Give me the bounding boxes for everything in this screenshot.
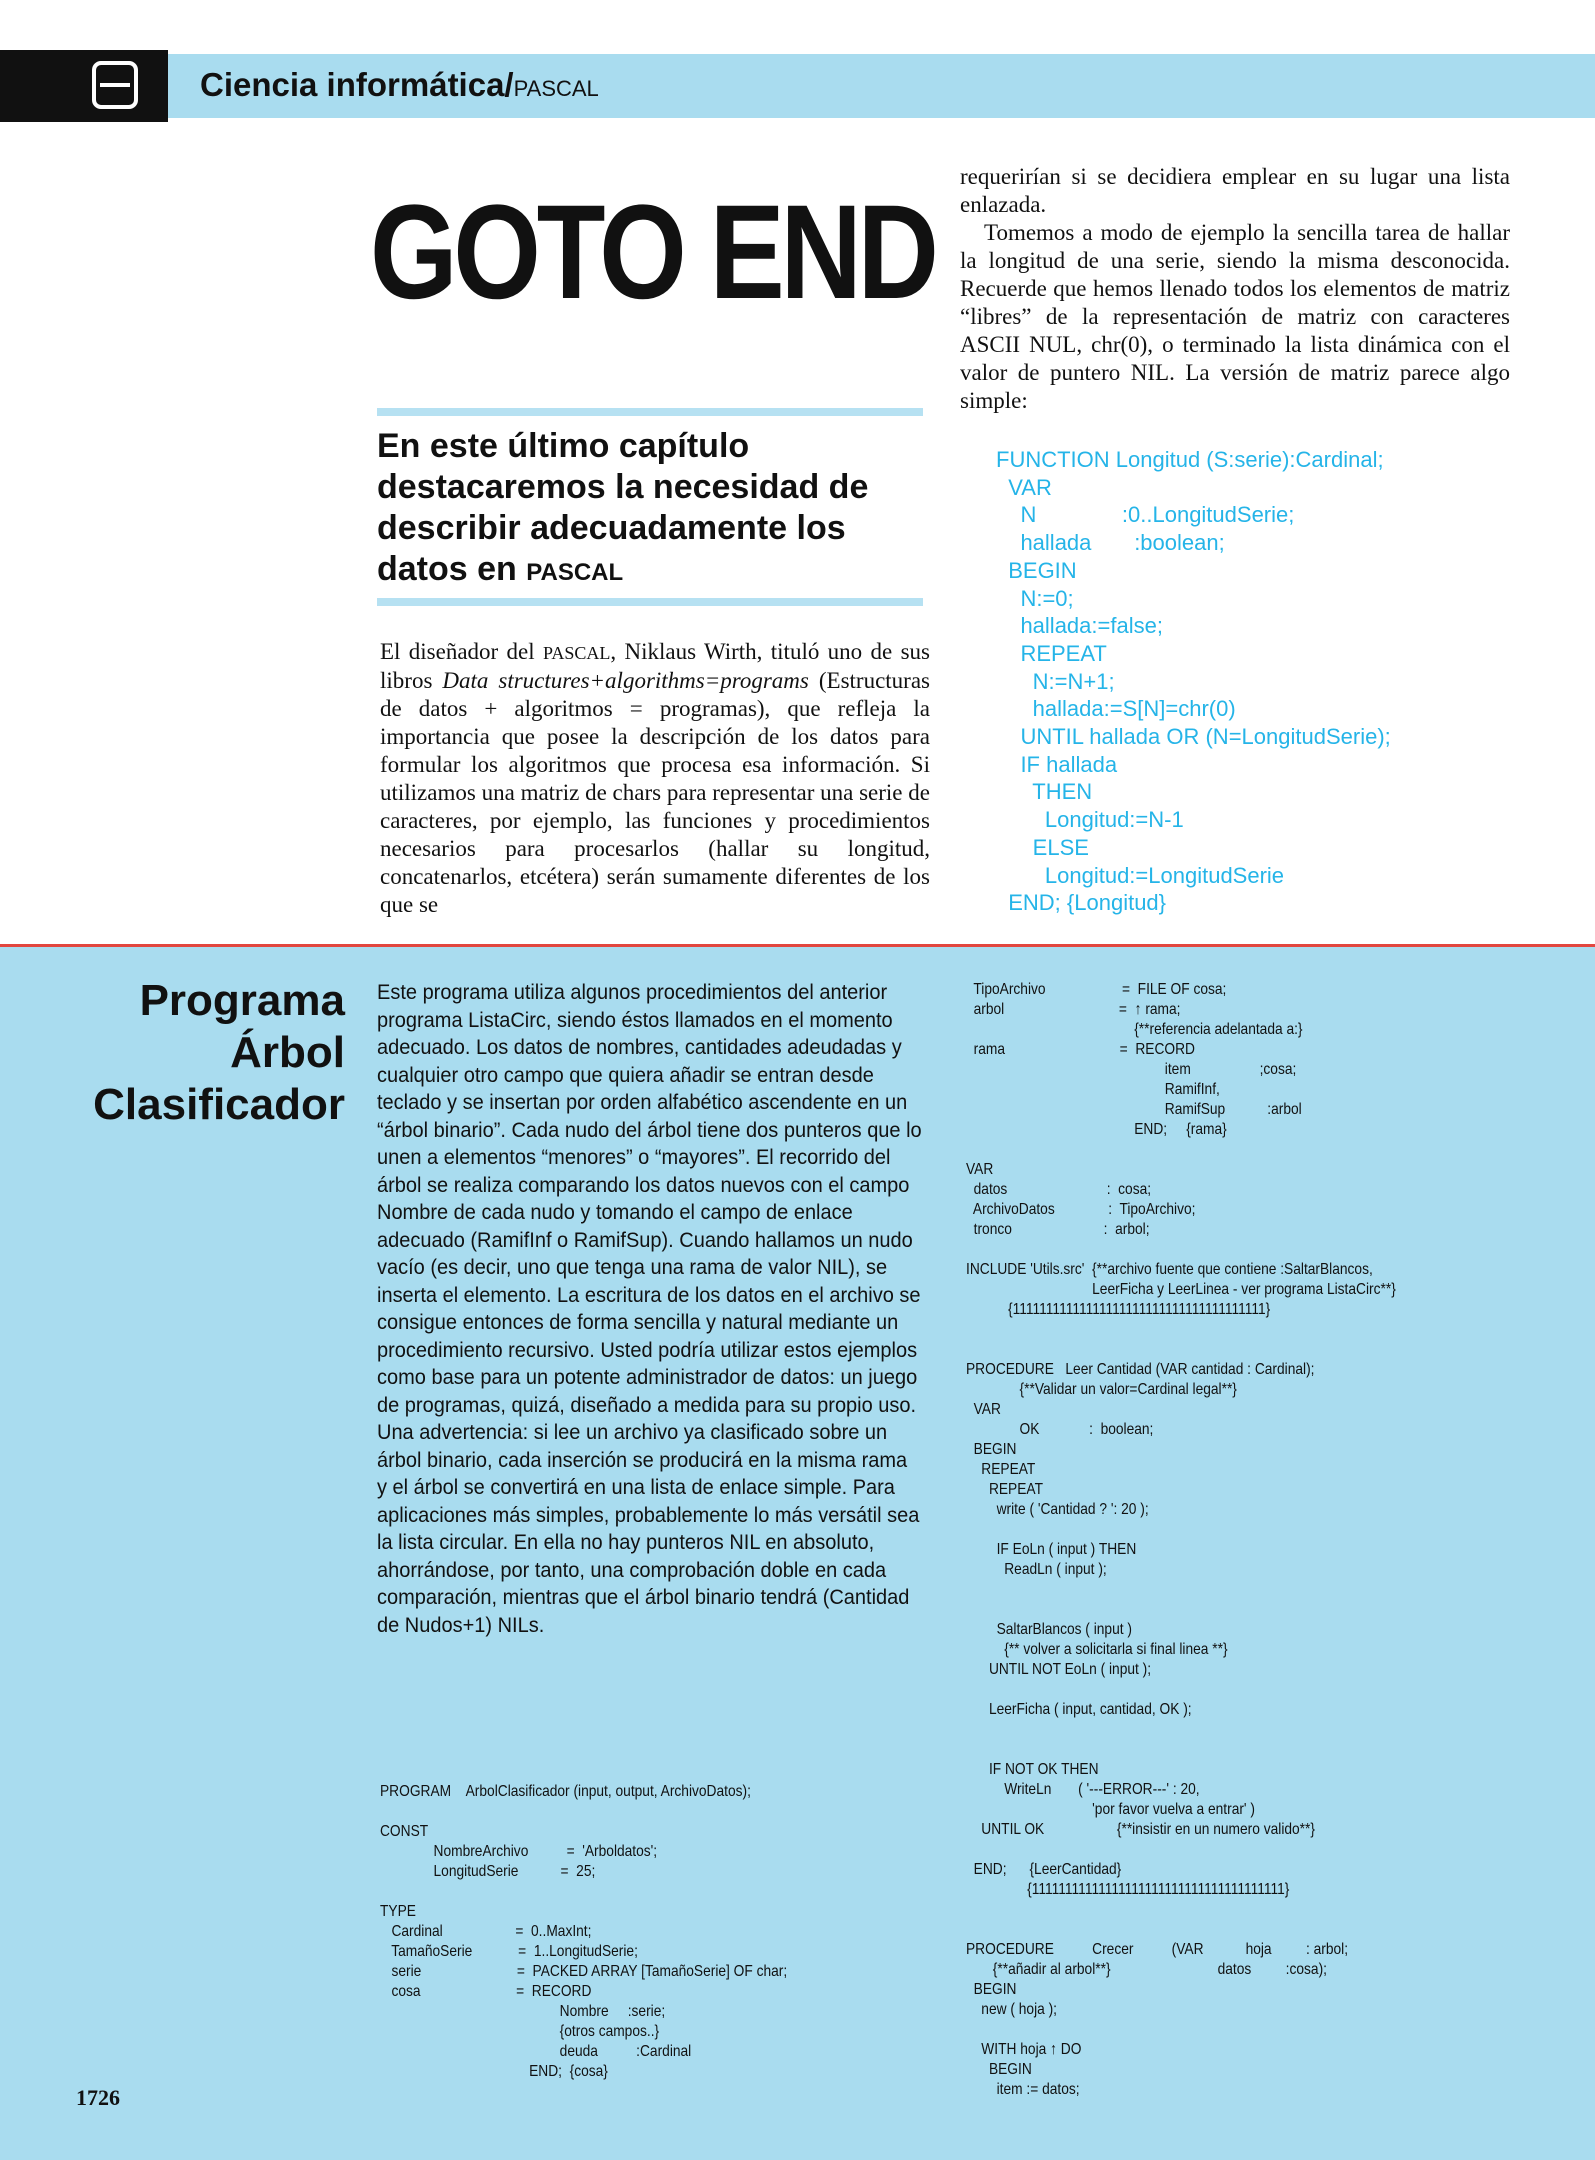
- intro-pascal: PASCAL: [543, 643, 611, 663]
- section-logo: [0, 50, 168, 122]
- top-rule: [377, 408, 923, 416]
- sidebar-title: [40, 975, 345, 1131]
- intro-text-1: El diseñador del: [380, 639, 543, 664]
- sidebar-title-line-1: Programa: [139, 976, 345, 1025]
- page-number: 1726: [76, 2085, 120, 2110]
- right-paragraph-2: Tomemos a modo de ejemplo la sencilla tarea de hallar la longitud de una serie, siendo la misma desconocida. Recuerde que hemos llenado todos los elementos de matriz “libres” de la representación de matriz con caracteres ASCII NUL, chr(0), o terminado la lista dinámica con el valor de puntero NIL. La versión de matriz parece algo simple:: [960, 220, 1510, 413]
- section-title: [200, 66, 599, 104]
- section-name: Ciencia informática/: [200, 66, 514, 103]
- code-program-header: PROGRAM ArbolClasificador (input, output, ArchivoDatos); CONST NombreArchivo = 'Arboldatos'; LongitudSerie = 25; TYPE Cardinal = 0..MaxInt; TamañoSerie = 1..LongitudSerie; serie = PACKED ARRAY [TamañoSerie] OF char; cosa = RECORD Nombre :serie; {otros campos..} deuda :Cardinal END; {cosa}: [380, 1783, 788, 2080]
- intro-text-2: , Niklaus Wirth, tituló uno de sus libros: [380, 639, 930, 693]
- subheading-pascal: PASCAL: [526, 559, 624, 586]
- sidebar-title-line-2: Árbol: [230, 1028, 345, 1077]
- right-paragraph-1: requerirían si se decidiera emplear en su lugar una lista enlazada.: [960, 164, 1510, 217]
- bottom-rule: [377, 598, 923, 606]
- article-title: GOTO END: [370, 178, 935, 327]
- section-subname: PASCAL: [513, 76, 599, 101]
- intro-paragraph: [380, 638, 930, 922]
- intro-text-3: (Estructuras de datos + algoritmos = programas), que refleja la importancia que posee la descripción de los datos para formular los algoritmos que procesa esa información. Si utilizamos una matriz de chars para representar una serie de caracteres, por ejemplo, las funciones y procedimientos necesarios para procesarlos (hallar su longitud, concatenarlos, etcétera) serán sumamente diferentes de los que se: [380, 668, 930, 917]
- code-longitud: FUNCTION Longitud (S:serie):Cardinal; VAR N :0..LongitudSerie; hallada :boolean; BEGIN N:=0; hallada:=false; REPEAT N:=N+1; hallada:=S[N]=chr(0) UNTIL hallada OR (N=LongitudSerie); IF hallada THEN Longitud:=N-1 ELSE Longitud:=LongitudSerie END; {Longitud}: [996, 447, 1391, 916]
- computer-module-icon: [92, 61, 138, 109]
- book-title: Data structures+algorithms=programs: [442, 668, 809, 693]
- code-program-continued: TipoArchivo = FILE OF cosa; arbol = ↑ rama; {**referencia adelantada a:} rama = RECORD item ;cosa; RamifInf, RamifSup :arbol END; {rama} VAR datos : cosa; ArchivoDatos : TipoArchivo; tronco : arbol; INCLUDE 'Utils.src' {**archivo fuente que contiene :SaltarBlancos, LeerFicha y LeerLinea - ver programa ListaCirc**} {11111111111111111111111111111111111111} PROCEDURE Leer Cantidad (VAR cantidad : Cardinal); {**Validar un valor=Cardinal legal**} VAR OK : boolean; BEGIN REPEAT REPEAT write ( 'Cantidad ? ': 20 ); IF EoLn ( input ) THEN ReadLn ( input ); SaltarBlancos ( input ) {** volver a solicitarla si final linea **} UNTIL NOT EoLn ( input ); LeerFicha ( input, cantidad, OK ); IF NOT OK THEN WriteLn ( '---ERROR---' : 20, 'por favor vuelva a entrar' ) UNTIL OK {**insistir en un numero valido**} END; {LeerCantidad} {11111111111111111111111111111111111111} PROCEDURE Crecer (VAR hoja : arbol; {**añadir al arbol**} datos :cosa); BEGIN new ( hoja ); WITH hoja ↑ DO BEGIN item := datos;: [966, 981, 1396, 2098]
- sidebar-body-text: Este programa utiliza algunos procedimientos del anterior programa ListaCirc, siendo éstos llamados en el momento adecuado. Los datos de nombres, cantidades adeudadas y cualquier otro campo que quiera añadir se entran desde teclado y se insertan por orden alfabético ascendente en un “árbol binario”. Cada nudo del árbol tiene dos punteros que lo unen a elementos “menores” o “mayores”. El recorrido del árbol se realiza comparando los datos nuevos con el campo Nombre de cada nudo y tomando el campo de enlace adecuado (RamifInf o RamifSup). Cuando hallamos un nudo vacío (es decir, uno que tenga una rama de valor NIL), se inserta el elemento. La escritura de los datos en el archivo se consigue entonces de forma sencilla y natural mediante un procedimiento recursivo. Usted podría utilizar estos ejemplos como base para un potente administrador de datos: un juego de programas, quizá, diseñado a medida para su propio uso. Una advertencia: si lee un archivo ya clasificado sobre un árbol binario, cada inserción se producirá en la misma rama y el árbol se convertirá en una lista de enlace simple. Para aplicaciones más simples, probablemente lo más versátil sea la lista circular. En ella no hay punteros NIL en absoluto, ahorrándose, por tanto, una comprobación doble en cada comparación, mientras que el árbol binario tendrá (Cantidad de Nudos+1) NILs.: [377, 980, 922, 1637]
- sidebar-title-line-3: Clasificador: [93, 1080, 345, 1129]
- subheading-text: En este último capítulo destacaremos la necesidad de describir adecuadamente los datos en: [377, 427, 869, 588]
- article-subheading: [377, 426, 917, 593]
- right-column-text: [960, 163, 1510, 413]
